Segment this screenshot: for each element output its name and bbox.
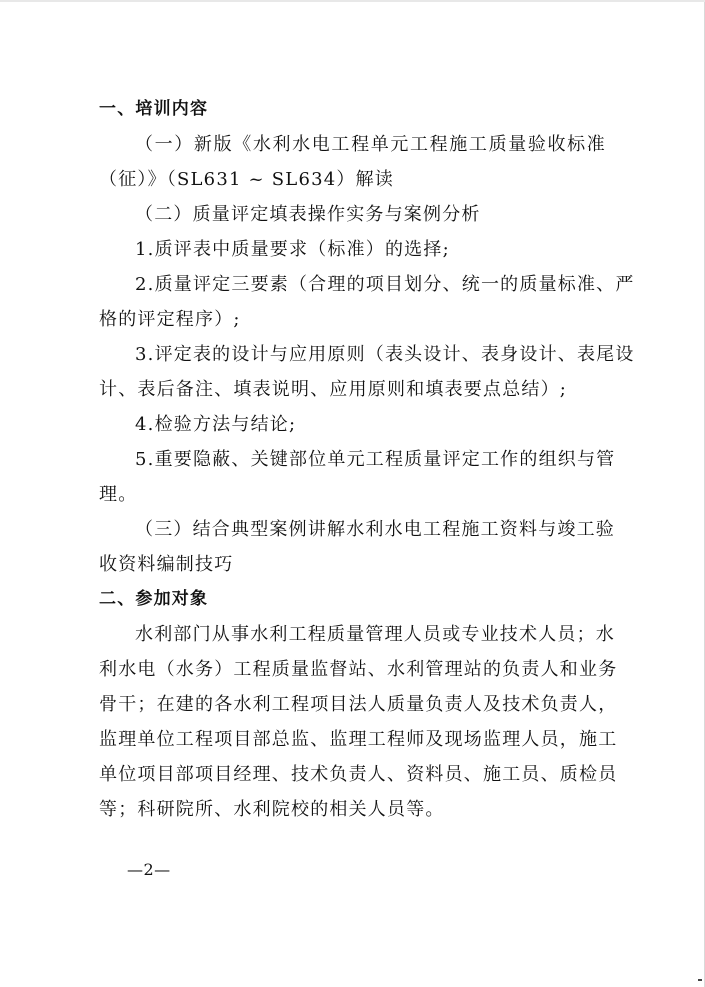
point3-line2: 计、表后备注、填表说明、应用原则和填表要点总结）;	[99, 379, 568, 400]
point1: 1.质评表中质量要求（标准）的选择;	[135, 239, 450, 260]
top-border	[0, 0, 705, 2]
section2-heading: 二、参加对象	[99, 589, 209, 609]
page-number: —2—	[127, 860, 171, 879]
section1-heading: 一、培训内容	[99, 99, 209, 119]
point4: 4.检验方法与结论;	[135, 414, 297, 435]
section2-line5: 单位项目部项目经理、技术负责人、资料员、施工员、质检员	[99, 764, 618, 785]
point5-line2: 理。	[99, 484, 138, 505]
section2-line4: 监理单位工程项目部总监、监理工程师及现场监理人员，施工	[99, 729, 618, 750]
document-body	[99, 92, 635, 827]
section2-line1: 水利部门从事水利工程质量管理人员或专业技术人员；水	[135, 624, 615, 645]
section2-line2: 利水电（水务）工程质量监督站、水利管理站的负责人和业务	[99, 659, 618, 680]
point5-line1: 5.重要隐蔽、关键部位单元工程质量评定工作的组织与管	[135, 449, 616, 470]
item1-line1: （一）新版《水利水电工程单元工程施工质量验收标准	[135, 134, 606, 155]
item3-line2: 收资料编制技巧	[99, 554, 234, 575]
section2-line6: 等；科研院所、水利院校的相关人员等。	[99, 799, 445, 820]
section2-line3: 骨干；在建的各水利工程项目法人质量负责人及技术负责人，	[99, 694, 618, 715]
point3-line1: 3.评定表的设计与应用原则（表头设计、表身设计、表尾设	[135, 344, 635, 365]
item2-title: （二）质量评定填表操作实务与案例分析	[135, 204, 481, 225]
point2-line2: 格的评定程序）;	[99, 309, 241, 330]
item1-line2: （征）》（SL631 ~ SL634）解读	[99, 169, 395, 190]
item3-line1: （三）结合典型案例讲解水利水电工程施工资料与竣工验	[135, 519, 615, 540]
point2-line1: 2.质量评定三要素（合理的项目划分、统一的质量标准、严	[135, 274, 635, 295]
corner-mark	[698, 979, 702, 981]
